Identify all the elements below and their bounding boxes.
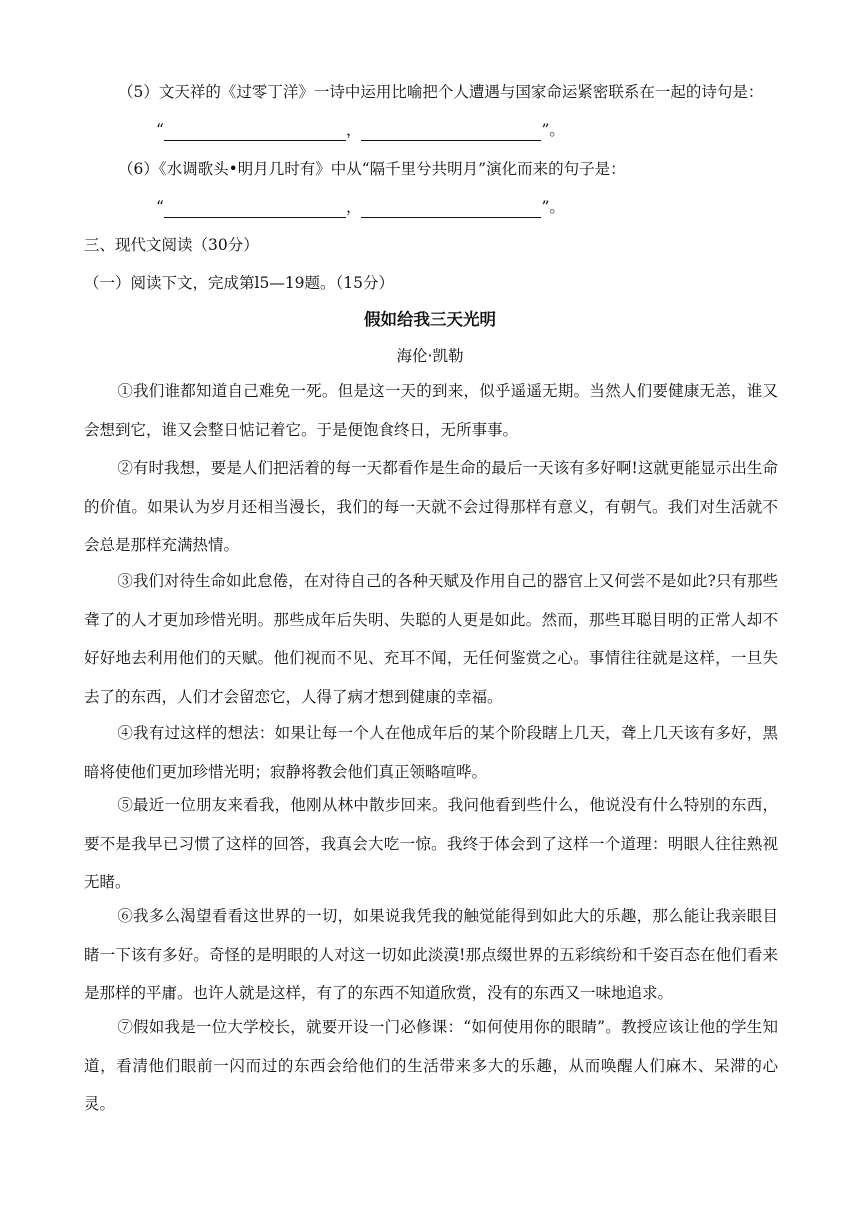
question-6-answer-line <box>156 196 565 218</box>
answer-blank-2[interactable] <box>361 123 541 141</box>
article-author: 海伦·凯勒 <box>396 347 464 365</box>
comma: ， <box>345 121 362 139</box>
subsection-title: （一）阅读下文，完成第l5—19题。（15分） <box>84 274 395 292</box>
paragraph-7: ⑦假如我是一位大学校长，就要开设一门必修课：“如何使用你的眼睛”。教授应该让他的学生知道，看清他们眼前一闪而过的东西会给他们的生活带来多大的乐趣，从而唤醒人们麻木、呆滞的心灵。 <box>84 1018 778 1113</box>
paragraph-3: ③我们对待生命如此怠倦，在对待自己的各种天赋及作用自己的器官上又何尝不是如此?只有那些聋了的人才更加珍惜光明。那些成年后失明、失聪的人更是如此。然而，那些耳聪目明的正常人却不好好地去利用他们的天赋。他们视而不见、充耳不闻，无任何鉴赏之心。事情往往就是这样，一旦失去了的东西，人们才会留恋它，人得了病才想到健康的幸福。 <box>84 572 778 706</box>
question-6-prompt: （6）《水调歌头•明月几时有》中从“隔千里兮共明月”演化而来的句子是： <box>118 160 626 178</box>
answer-blank-2[interactable] <box>361 200 541 218</box>
article-title: 假如给我三天光明 <box>364 310 496 329</box>
open-quote: “ <box>156 121 164 139</box>
paragraph-6: ⑥我多么渴望看看这世界的一切，如果说我凭我的触觉能得到如此大的乐趣，那么能让我亲眼目睹一下该有多好。奇怪的是明眼的人对这一切如此淡漠!那点缀世界的五彩缤纷和千姿百态在他们看来是那样的平庸。也许人就是这样，有了的东西不知道欣赏，没有的东西又一味地追求。 <box>84 907 778 1002</box>
question-5-prompt: （5）文天祥的《过零丁洋》一诗中运用比喻把个人遭遇与国家命运紧密联系在一起的诗句是： <box>118 83 764 101</box>
close-quote: ”。 <box>541 198 565 216</box>
answer-blank-1[interactable] <box>164 123 346 141</box>
question-5-answer-line <box>156 119 565 141</box>
paragraph-5: ⑤最近一位朋友来看我，他刚从林中散步回来。我问他看到些什么，他说没有什么特别的东西，要不是我早已习惯了这样的回答，我真会大吃一惊。我终于体会到了这样一个道理：明眼人往往熟视无睹。 <box>84 796 778 891</box>
paragraph-4: ④我有过这样的想法：如果让每一个人在他成年后的某个阶段瞎上几天，聋上几天该有多好，黑暗将使他们更加珍惜光明；寂静将教会他们真正领略喧哗。 <box>84 724 778 781</box>
paragraph-1: ①我们谁都知道自己难免一死。但是这一天的到来，似乎遥遥无期。当然人们要健康无恙，谁又会想到它，谁又会整日惦记着它。于是便饱食终日，无所事事。 <box>84 382 778 439</box>
answer-blank-1[interactable] <box>164 200 346 218</box>
paragraph-2: ②有时我想，要是人们把活着的每一天都看作是生命的最后一天该有多好啊!这就更能显示出生命的价值。如果认为岁月还相当漫长，我们的每一天就不会过得那样有意义，有朝气。我们对生活就不会总是那样充满热情。 <box>84 459 778 554</box>
comma: ， <box>345 198 362 216</box>
close-quote: ”。 <box>541 121 565 139</box>
section-title: 三、现代文阅读（30分） <box>84 236 259 254</box>
open-quote: “ <box>156 198 164 216</box>
